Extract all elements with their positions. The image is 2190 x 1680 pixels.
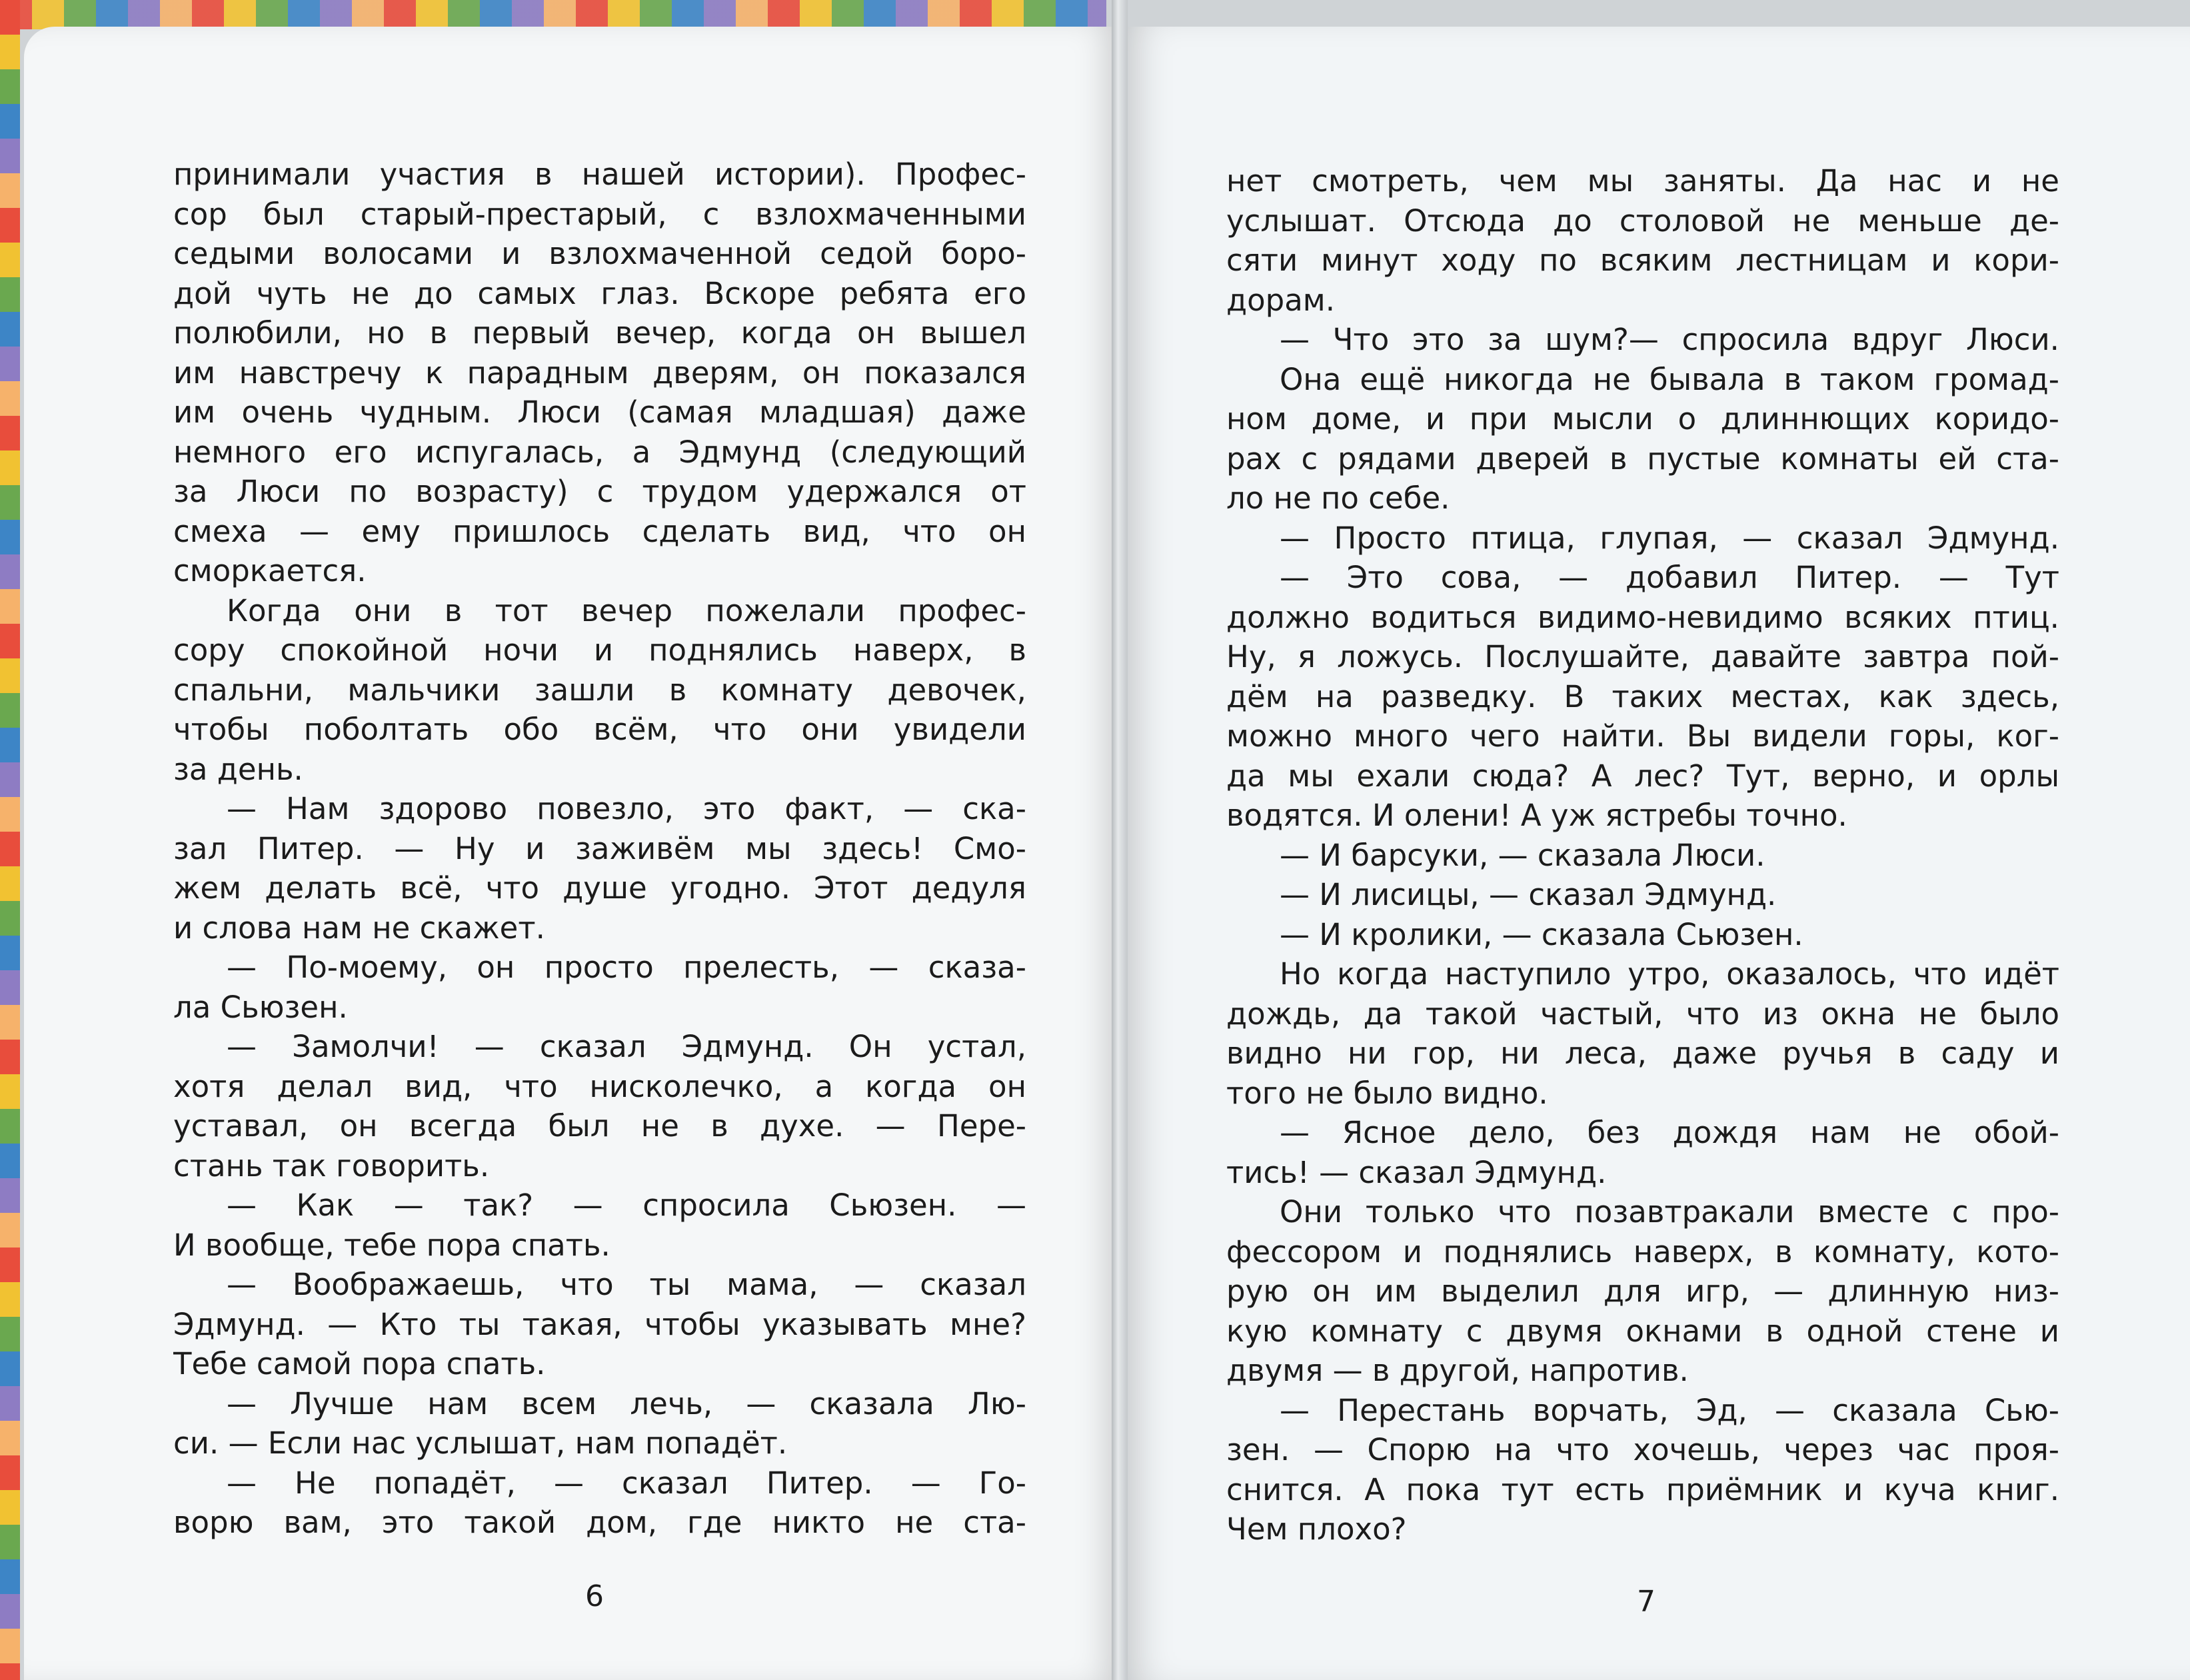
cover-edge-left: [0, 0, 20, 1680]
text-line: водятся. И олени! А уж ястребы точно.: [1226, 798, 1847, 833]
text-line: сору спокойной ночи и поднялись наверх, в: [173, 632, 1026, 668]
text-line: Она ещё никогда не бывала в таком громад-: [1280, 361, 2059, 397]
left-page-text: [173, 155, 1026, 1543]
text-line: можно много чего найти. Вы видели горы, ког-: [1226, 718, 2059, 754]
text-line: хотя делал вид, что нисколечко, а когда он: [173, 1068, 1026, 1104]
text-line: — И барсуки, — сказала Люси.: [1280, 837, 1765, 873]
text-line: сяти минут ходу по всяким лестницам и кори-: [1226, 243, 2059, 278]
text-line: чтобы поболтать обо всём, что они увидели: [173, 712, 1026, 747]
text-line: — Воображаешь, что ты мама, — сказал: [227, 1267, 1026, 1302]
text-line: ном доме, и при мысли о длиннющих коридо-: [1226, 401, 2059, 436]
text-line: — Перестань ворчать, Эд, — сказала Сью-: [1280, 1392, 2059, 1428]
text-line: сор был старый-престарый, с взлохмаченными: [173, 196, 1026, 232]
text-line: Но когда наступило утро, оказалось, что идёт: [1280, 956, 2059, 992]
text-line: — Как — так? — спросила Сьюзен. —: [227, 1188, 1026, 1223]
text-line: — По-моему, он просто прелесть, — сказа-: [227, 950, 1026, 985]
text-line: Чем плохо?: [1226, 1511, 1407, 1547]
text-line: услышат. Отсюда до столовой не меньше де-: [1226, 203, 2059, 239]
page-number-right: 7: [1637, 1585, 1655, 1619]
text-line: снится. А пока тут есть приёмник и куча книг.: [1226, 1471, 2059, 1507]
text-line: зен. — Спорю на что хочешь, через час проя-: [1226, 1432, 2059, 1467]
text-line: смеха — ему пришлось сделать вид, что он: [173, 513, 1026, 549]
text-line: принимали участия в нашей истории). Профес-: [173, 157, 1026, 192]
text-line: — Не попадёт, — сказал Питер. — Го-: [227, 1465, 1026, 1501]
text-line: двумя — в другой, напротив.: [1226, 1353, 1689, 1388]
text-line: и слова нам не скажет.: [173, 910, 545, 946]
text-line: им навстречу к парадным дверям, он показался: [173, 355, 1026, 391]
text-line: И вообще, тебе пора спать.: [173, 1227, 610, 1263]
text-line: да мы ехали сюда? А лес? Тут, верно, и орлы: [1226, 758, 2059, 794]
text-line: — Ясное дело, без дождя нам не обой-: [1280, 1115, 2059, 1150]
page-number-left: 6: [585, 1579, 604, 1613]
text-line: должно водиться видимо-невидимо всяких птиц.: [1226, 599, 2059, 635]
text-line: ло не по себе.: [1226, 480, 1450, 516]
right-page-text: [1226, 161, 2059, 1549]
text-line: Когда они в тот вечер пожелали профес-: [227, 592, 1026, 628]
text-line: за Люси по возрасту) с трудом удержался от: [173, 474, 1026, 509]
text-line: того не было видно.: [1226, 1075, 1548, 1111]
book-gutter: [1112, 0, 1128, 1680]
text-line: рую он им выделил для игр, — длинную низ-: [1226, 1273, 2059, 1309]
text-line: — И лисицы, — сказал Эдмунд.: [1280, 877, 1777, 912]
text-line: Эдмунд. — Кто ты такая, чтобы указывать мне?: [173, 1306, 1026, 1342]
text-line: дорам.: [1226, 282, 1336, 318]
text-line: кую комнату с двумя окнами в одной стене и: [1226, 1313, 2059, 1349]
text-line: — Что это за шум?— спросила вдруг Люси.: [1280, 322, 2059, 357]
text-line: жем делать всё, что душе угодно. Этот дедуля: [173, 870, 1026, 906]
text-line: ворю вам, это такой дом, где никто не ста-: [173, 1505, 1026, 1540]
text-line: Тебе самой пора спать.: [173, 1346, 546, 1381]
text-line: ла Сьюзен.: [173, 989, 348, 1025]
text-line: си. — Если нас услышат, нам попадёт.: [173, 1425, 788, 1461]
text-line: фессором и поднялись наверх, в комнату, кото-: [1226, 1234, 2059, 1269]
text-line: стань так говорить.: [173, 1148, 490, 1184]
text-line: зал Питер. — Ну и заживём мы здесь! Смо-: [173, 830, 1026, 866]
text-line: — Замолчи! — сказал Эдмунд. Он устал,: [227, 1029, 1026, 1064]
text-line: им очень чудным. Люси (самая младшая) даже: [173, 395, 1026, 430]
text-line: спальни, мальчики зашли в комнату девочек,: [173, 672, 1026, 708]
text-line: дой чуть не до самых глаз. Вскоре ребята его: [173, 275, 1026, 311]
text-line: седыми волосами и взлохмаченной седой боро-: [173, 236, 1026, 271]
text-line: полюбили, но в первый вечер, когда он вышел: [173, 315, 1026, 351]
text-line: сморкается.: [173, 553, 367, 588]
text-line: — Это сова, — добавил Питер. — Тут: [1280, 560, 2059, 595]
text-line: — Просто птица, глупая, — сказал Эдмунд.: [1280, 520, 2059, 556]
text-line: уставал, он всегда был не в духе. — Пере-: [173, 1108, 1026, 1144]
text-line: нет смотреть, чем мы заняты. Да нас и не: [1226, 163, 2059, 199]
text-line: — Нам здорово повезло, это факт, — ска-: [227, 791, 1026, 826]
text-line: — Лучше нам всем лечь, — сказала Лю-: [227, 1385, 1026, 1421]
text-line: Ну, я ложусь. Послушайте, давайте завтра пой-: [1226, 639, 2059, 674]
text-line: — И кролики, — сказала Сьюзен.: [1280, 916, 1803, 952]
text-line: немного его испугалась, а Эдмунд (следующий: [173, 434, 1026, 470]
text-line: Они только что позавтракали вместе с про-: [1280, 1194, 2059, 1230]
cover-edge-top: [0, 0, 1106, 29]
text-line: видно ни гор, ни леса, даже ручья в саду и: [1226, 1036, 2059, 1071]
text-line: за день.: [173, 751, 303, 787]
text-line: рах с рядами дверей в пустые комнаты ей ста-: [1226, 440, 2059, 476]
text-line: тись! — сказал Эдмунд.: [1226, 1154, 1607, 1190]
text-line: дём на разведку. В таких местах, как здесь,: [1226, 678, 2059, 714]
text-line: дождь, да такой частый, что из окна не было: [1226, 996, 2059, 1032]
